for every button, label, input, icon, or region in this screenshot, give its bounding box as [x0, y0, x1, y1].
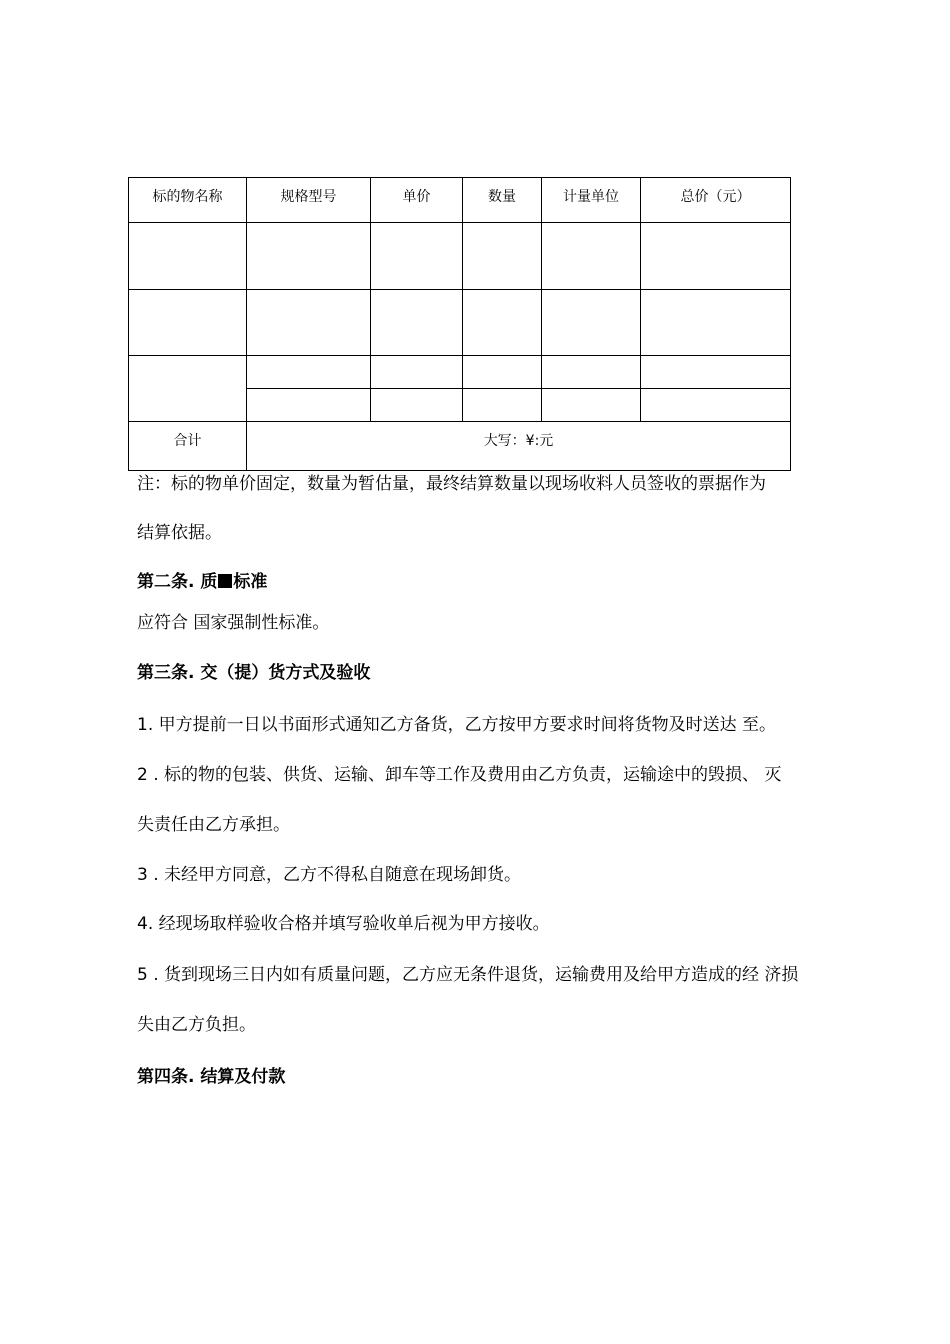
goods-table	[128, 177, 791, 471]
header-cell	[463, 178, 542, 223]
table-cell	[247, 389, 371, 422]
table-cell	[641, 356, 791, 389]
table-cell	[371, 223, 463, 290]
table-cell	[371, 356, 463, 389]
table-cell	[371, 389, 463, 422]
table-row	[129, 356, 791, 389]
header-measure-unit: 计量单位	[563, 189, 619, 205]
table-cell	[463, 223, 542, 290]
table-cell	[641, 223, 791, 290]
table-cell	[247, 290, 371, 356]
header-total-price: 总价（元）	[680, 189, 751, 205]
table-cell	[641, 389, 791, 422]
article4-title: 第四条. 结算及付款	[137, 1067, 286, 1087]
article2-body: 应符合 国家强制性标准。	[137, 613, 330, 633]
black-square-glyph	[218, 574, 232, 588]
table-cell	[463, 389, 542, 422]
table-cell	[542, 290, 641, 356]
article3-item-5: 5 . 货到现场三日内如有质量问题，乙方应无条件退货，运输费用及给甲方造成的经 济损	[137, 965, 799, 985]
article3-item-5-cont: 失由乙方负担。	[137, 1015, 256, 1035]
table-cell	[247, 356, 371, 389]
header-spec-model: 规格型号	[280, 189, 337, 205]
article3-item-2: 2 . 标的物的包装、供货、运输、卸车等工作及费用由乙方负责，运输途中的毁损、 灭	[137, 765, 782, 785]
article3-item-4: 4. 经现场取样验收合格并填写验收单后视为甲方接收。	[137, 914, 550, 934]
total-label-cell	[129, 422, 247, 471]
note-line-2: 结算依据。	[137, 523, 222, 543]
table-cell	[641, 290, 791, 356]
article3-item-1: 1. 甲方提前一日以书面形式通知乙方备货，乙方按甲方要求时间将货物及时送达 至。	[137, 715, 777, 735]
header-quantity: 数量	[488, 189, 516, 205]
total-label: 合计	[173, 433, 202, 449]
header-cell	[641, 178, 791, 223]
header-cell	[371, 178, 463, 223]
article3-item-3: 3 . 未经甲方同意，乙方不得私自随意在现场卸货。	[137, 865, 522, 885]
table-row	[129, 290, 791, 356]
table-cell	[542, 389, 641, 422]
table-cell	[129, 223, 247, 290]
table-cell	[371, 290, 463, 356]
total-value-cell	[247, 422, 791, 471]
article2-title-part-a: 第二条. 质	[137, 572, 218, 592]
table-cell	[463, 356, 542, 389]
total-value: 大写：¥:元	[483, 433, 554, 449]
article3-item-2-cont: 失责任由乙方承担。	[137, 815, 290, 835]
table-cell	[542, 356, 641, 389]
article2-title-part-b: 标准	[233, 572, 268, 592]
header-cell	[129, 178, 247, 223]
article2-title	[137, 571, 267, 593]
header-cell	[542, 178, 641, 223]
note-line-1: 注：标的物单价固定，数量为暂估量，最终结算数量以现场收料人员签收的票据作为	[137, 474, 766, 494]
table-row	[129, 223, 791, 290]
table-cell	[129, 290, 247, 356]
table-total-row	[129, 422, 791, 471]
article3-title: 第三条. 交（提）货方式及验收	[137, 663, 371, 683]
table-header-row	[129, 178, 791, 223]
table-cell	[463, 290, 542, 356]
table-cell	[542, 223, 641, 290]
header-item-name: 标的物名称	[152, 189, 223, 205]
table-cell	[129, 356, 247, 422]
header-cell	[247, 178, 371, 223]
table-cell	[247, 223, 371, 290]
header-unit-price: 单价	[402, 189, 431, 205]
